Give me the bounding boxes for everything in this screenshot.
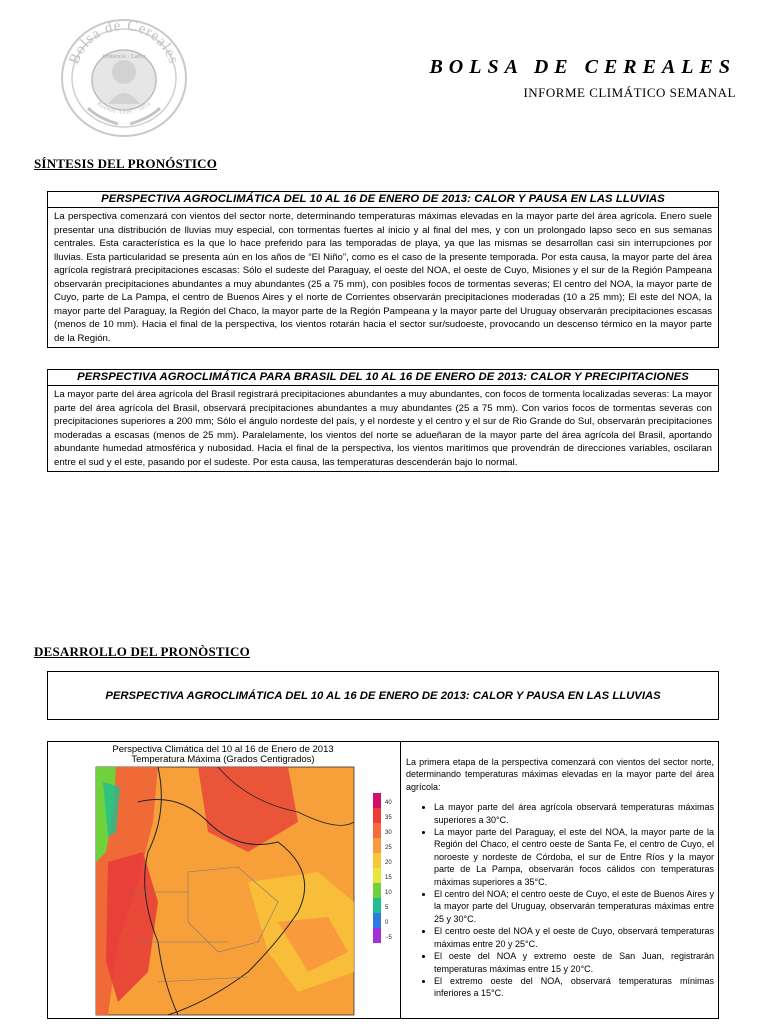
legend-label-20: 20 <box>385 860 392 866</box>
map-title-line1: Perspectiva Climática del 10 al 16 de Enero de 2013 <box>112 744 334 755</box>
forecast-bullet: • El extremo oeste del NOA, observará temperaturas mínimas inferiores a 15°C. <box>434 975 714 1000</box>
development-title: DESARROLLO DEL PRONÒSTICO <box>34 644 250 659</box>
forecast-bullet: • El centro del NOA; el centro oeste de Cuyo, el este de Buenos Aires y la mayor parte del Uruguay, observarán temperaturas máximas entre 25 y 30°C. <box>434 888 714 925</box>
synthesis-box-brasil-body: La mayor parte del área agrícola del Brasil registrará precipitaciones abundantes a muy abundantes, con focos de tormenta localizadas severas: La mayor parte del área agrícola del Brasil, observará precipitaciones abundantes a muy abundantes (25 a 75 mm). Con varios focos de tormentas severas con precipitaciones superiores a 200 mm; Sólo el ángulo nordeste del país, y el nordeste y el centro y el sur de Rio Grande do Sul, observarán precipitaciones moderadas a escasas (menos de 25 mm). Paralelamente, los vientos del norte se adueñaran de la mayor parte del área agrícola del Brasil, aportando abundante humedad atmosférica y nubosidad. Hacia el final de la perspectiva, los vientos marítimos que provendrán de direcciones variables, oscilaran entre el sud y el este, pasando por el sudeste. Por esta causa, las temperaturas descenderán bajo lo normal. <box>54 389 712 468</box>
temperature-map-panel <box>48 742 401 1018</box>
legend-label-5: 5 <box>385 905 389 911</box>
legend-label-25: 25 <box>385 845 392 851</box>
development-heading: PERSPECTIVA AGROCLIMÁTICA DEL 10 AL 16 DE ENERO DE 2013: CALOR Y PAUSA EN LAS LLUVIAS <box>105 689 661 702</box>
legend-label-minus5: −5 <box>385 935 392 941</box>
forecast-table <box>47 741 719 1019</box>
logo-lower-text: Buenos Aires · 1854 <box>95 101 153 116</box>
brand-title: BOLSA DE CEREALES <box>429 56 736 78</box>
forecast-bullet: • La mayor parte del Paraguay, el este del NOA, la mayor parte de la Región del Chaco, el centro oeste de Santa Fe, el centro de Cuyo, el noroeste y nordeste de Córdoba, el sur de Entre Ríos y la mayor parte de La Pampa, observarán focos cálidos con temperaturas máximas superiores a 35°C. <box>434 826 714 888</box>
map-area <box>96 767 354 1015</box>
forecast-intro: La primera etapa de la perspectiva comenzará con vientos del sector norte, determinando temperaturas máximas elevadas en la mayor parte del área agrícola: <box>406 757 714 792</box>
brand-subtitle: INFORME CLIMÁTICO SEMANAL <box>523 85 736 100</box>
synthesis-box-brasil <box>47 369 719 472</box>
logo-band-text: Comercio · Labor <box>102 54 146 60</box>
synthesis-box-argentina <box>47 191 719 348</box>
forecast-text-panel <box>406 756 714 1000</box>
logo-ring-text: Bolsa de Cereales <box>66 17 182 67</box>
legend-label-10: 10 <box>385 890 392 896</box>
legend-label-15: 15 <box>385 875 392 881</box>
temperature-map <box>48 742 400 1018</box>
synthesis-box-argentina-heading: PERSPECTIVA AGROCLIMÁTICA DEL 10 AL 16 DE ENERO DE 2013: CALOR Y PAUSA EN LAS LLUVIAS <box>48 192 718 208</box>
synthesis-box-argentina-body: La perspectiva comenzará con vientos del sector norte, determinando temperaturas máximas elevadas en la mayor parte del área agrícola. Enero suele presentar una distribución de lluvias muy especial, con tormentas fuertes al inicio y al final del mes, y con un prolongado lapso seco en sus semanas centrales. Esta característica es la que lo hace preferido para las temporadas de playa, ya que las mismas se desarrollan casi sin interrupciones por lluvias. Esta particularidad se presenta aún en los años de “El Niño”, como es el caso de la presente temporada. Por esta causa, la mayor parte del área agrícola registrará precipitaciones escasas: Sólo el sudeste del Paraguay, el oeste del NOA, el oeste de Cuyo, Misiones y el sur de la Región Pampeana observarán precipitaciones abundantes a muy abundantes (25 a 75 mm), con posibles focos de tormentas severas; El centro del NOA, la mayor parte de Cuyo, parte de La Pampa, el centro de Buenos Aires y el norte de Corrientes observarán precipitaciones moderadas (10 a 25 mm); El este del NOA, la mayor parte del Paraguay, la Región del Chaco, la mayor parte de la Región Pampeana y la mayor parte del Uruguay observarán precipitaciones escasas (menos de 10 mm). Hacia el final de la perspectiva, los vientos rotarán hacia el sector sur/sudoeste, provocando un descenso térmico en la mayor parte de la Región. <box>54 211 712 344</box>
synthesis-box-brasil-heading: PERSPECTIVA AGROCLIMÁTICA PARA BRASIL DEL 10 AL 16 DE ENERO DE 2013: CALOR Y PRECIPITACIONES <box>48 370 718 386</box>
brand-header <box>429 56 736 101</box>
legend-label-30: 30 <box>385 830 392 836</box>
forecast-bullet-list <box>406 801 714 1000</box>
legend-label-40: 40 <box>385 800 392 806</box>
legend-label-35: 35 <box>385 815 392 821</box>
legend-label-0: 0 <box>385 920 389 926</box>
development-heading-box <box>47 671 719 720</box>
map-title-line2: Temperatura Máxima (Grados Centigrados) <box>131 754 315 765</box>
forecast-bullet: • El centro oeste del NOA y el oeste de Cuyo, observará temperaturas máximas entre 20 y 25°C. <box>434 925 714 950</box>
forecast-bullet: • El oeste del NOA y extremo oeste de San Juan, registrarán temperaturas máximas entre 15 y 20°C. <box>434 950 714 975</box>
forecast-bullet: • La mayor parte del área agrícola observará temperaturas máximas superiores a 30°C. <box>434 801 714 826</box>
synthesis-title: SÍNTESIS DEL PRONÓSTICO <box>34 156 218 171</box>
map-legend <box>373 793 393 943</box>
bolsa-de-cereales-seal-icon <box>58 12 190 138</box>
